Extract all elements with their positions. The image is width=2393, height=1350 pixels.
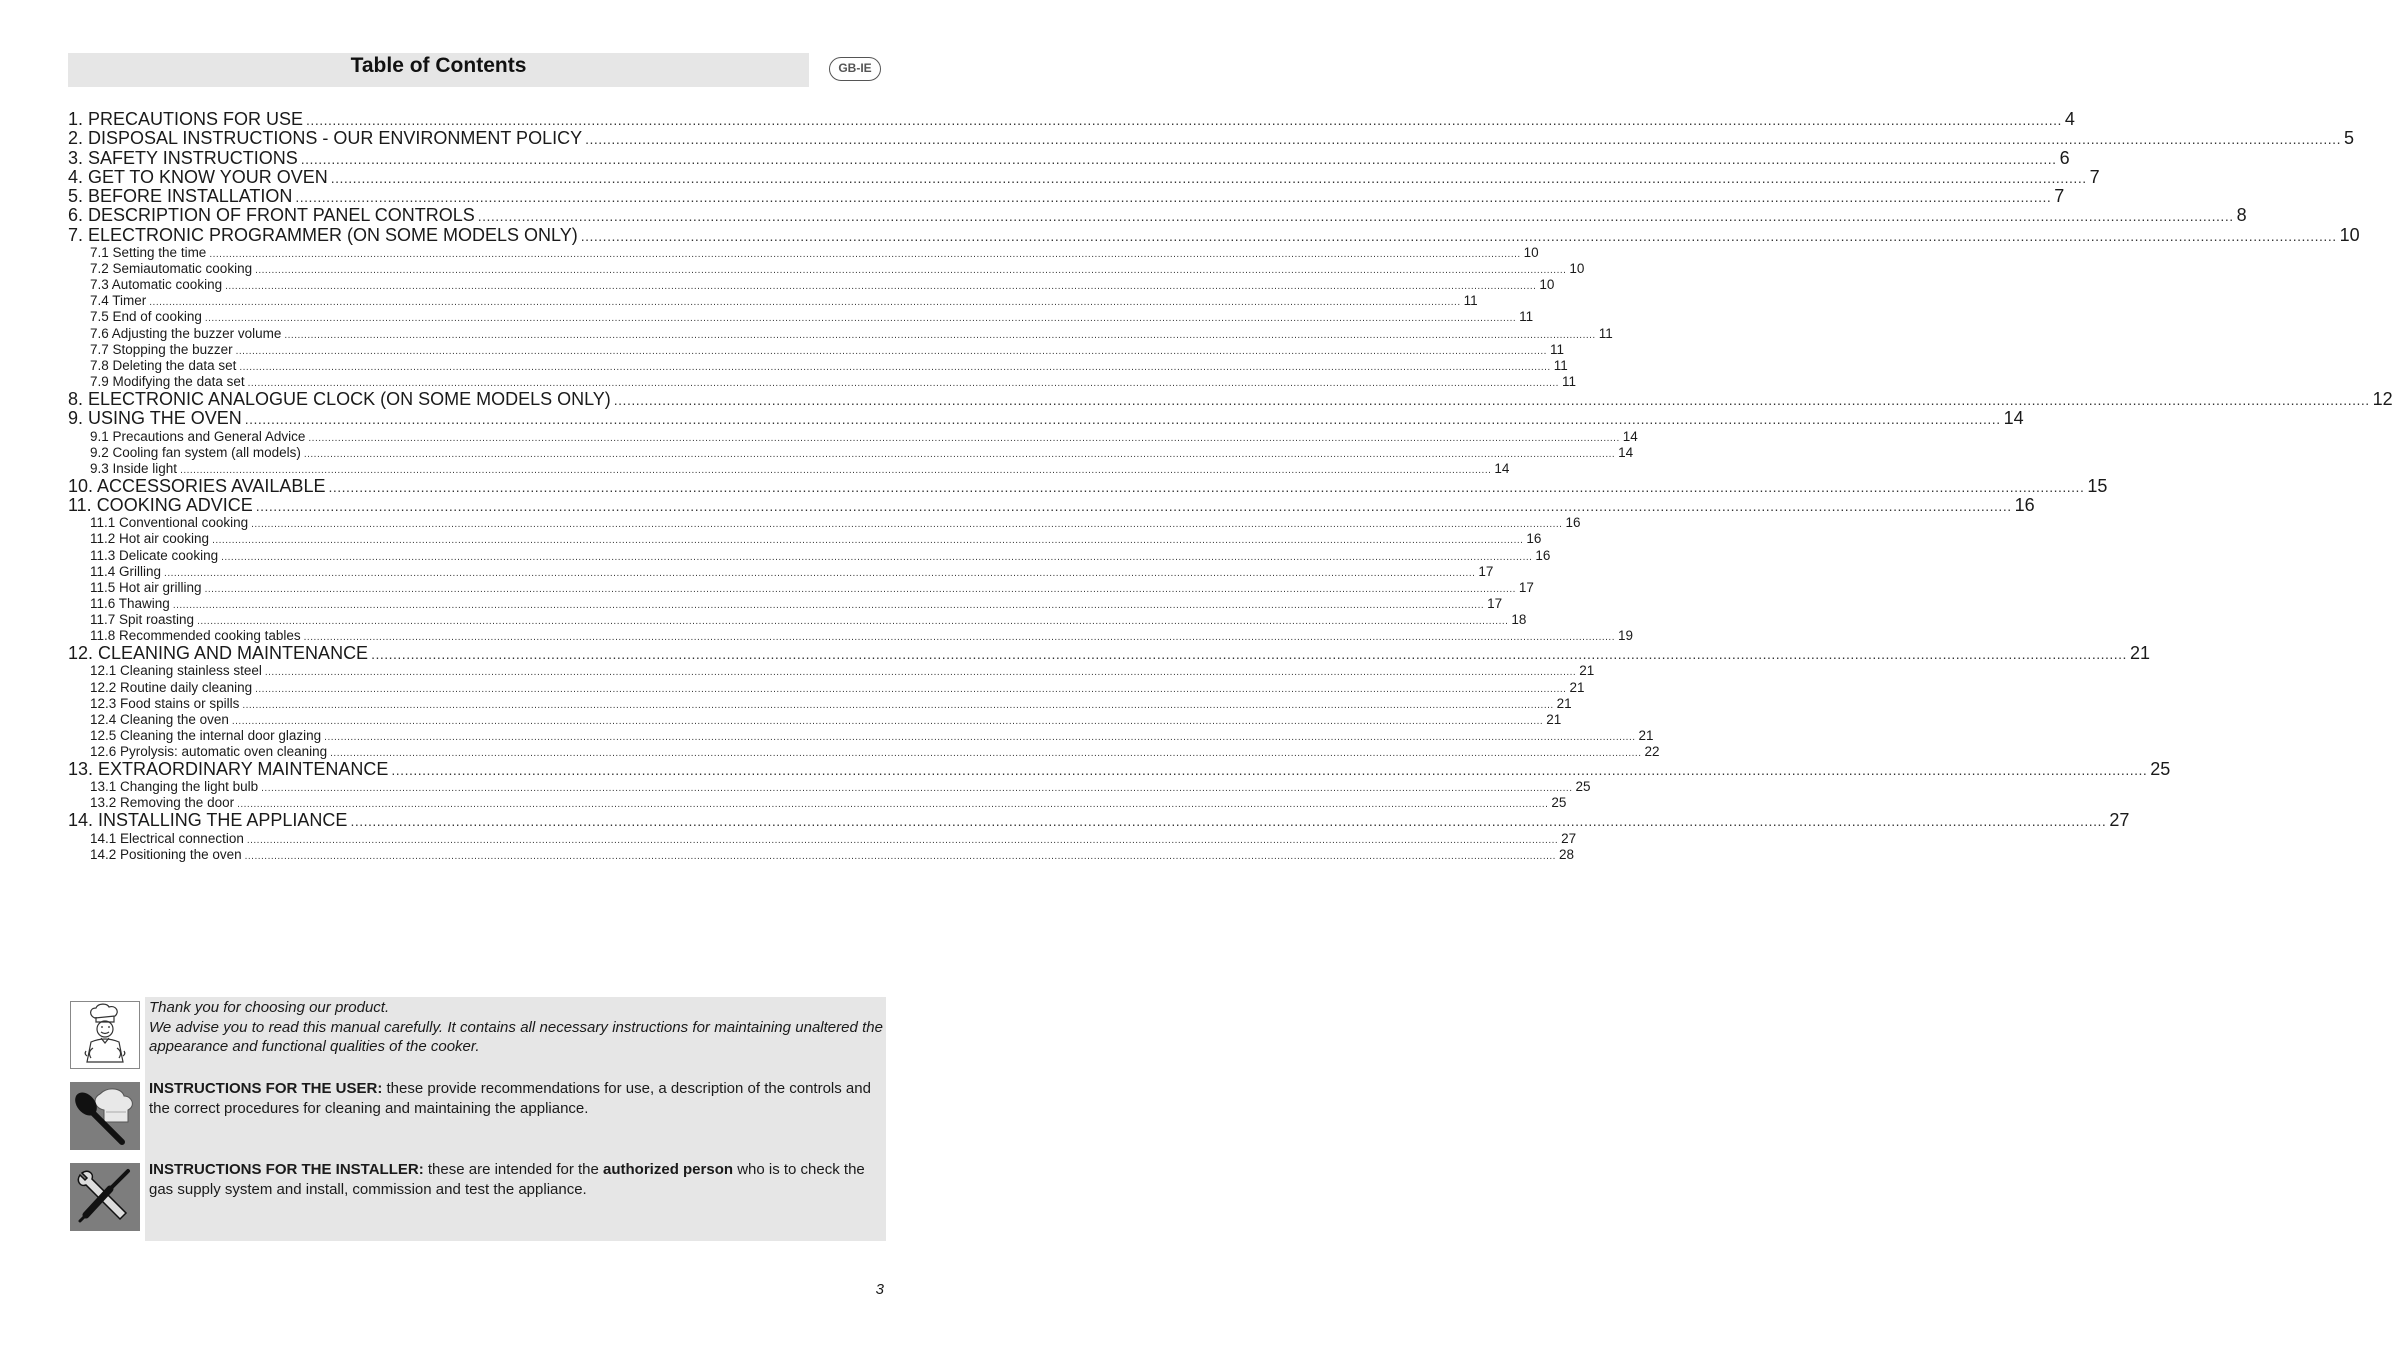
- toc-dot-leader: ................................................................................................................................................................................................................................................................................................................................................................................................................: [212, 535, 1524, 547]
- toc-entry-title: 12. CLEANING AND MAINTENANCE: [68, 643, 369, 664]
- toc-entry-title: 12.6 Pyrolysis: automatic oven cleaning: [90, 743, 328, 759]
- thanks-line: Thank you for choosing our product.: [149, 999, 390, 1016]
- toc-entry-page: 21: [1556, 695, 1572, 711]
- toc-entry-page: 11: [1463, 293, 1478, 309]
- toc-dot-leader: ................................................................................................................................................................................................................................................................................................................................................................................................................: [246, 834, 1559, 846]
- toc-entry-title: 9.2 Cooling fan system (all models): [90, 444, 301, 460]
- toc-dot-leader: ................................................................................................................................................................................................................................................................................................................................................................................................................: [239, 361, 1551, 373]
- toc-entry-title: 11.3 Delicate cooking: [90, 547, 219, 563]
- toc-entry-page: 22: [1644, 743, 1660, 759]
- toc-subsection: [68, 679, 1585, 696]
- toc-entry-page: 27: [2109, 810, 2130, 831]
- toc-entry-title: 13. EXTRAORDINARY MAINTENANCE: [68, 759, 389, 779]
- toc-entry-page: 21: [1579, 663, 1595, 679]
- toc-entry-page: 11: [1598, 325, 1613, 341]
- toc-dot-leader: ................................................................................................................................................................................................................................................................................................................................................................................................................: [477, 208, 2234, 225]
- toc-dot-leader: ................................................................................................................................................................................................................................................................................................................................................................................................................: [284, 329, 1596, 341]
- toc-subsection: [68, 611, 1527, 628]
- toc-dot-leader: ................................................................................................................................................................................................................................................................................................................................................................................................................: [580, 227, 2337, 244]
- toc-dot-leader: ................................................................................................................................................................................................................................................................................................................................................................................................................: [251, 519, 1563, 531]
- toc-subsection: [68, 695, 1572, 712]
- toc-dot-leader: ................................................................................................................................................................................................................................................................................................................................................................................................................: [149, 297, 1461, 309]
- toc-dot-leader: ................................................................................................................................................................................................................................................................................................................................................................................................................: [172, 599, 1485, 611]
- toc-entry-page: 14: [2003, 408, 2024, 429]
- toc-entry-page: 18: [1511, 611, 1527, 627]
- toc-entry-title: 6. DESCRIPTION OF FRONT PANEL CONTROLS: [68, 205, 475, 226]
- toc-entry-title: 3. SAFETY INSTRUCTIONS: [68, 147, 298, 168]
- toc-subsection: [68, 325, 1613, 342]
- toc-entry-title: 5. BEFORE INSTALLATION: [68, 186, 293, 207]
- toc-entry-title: 14. INSTALLING THE APPLIANCE: [68, 810, 348, 831]
- toc-dot-leader: ................................................................................................................................................................................................................................................................................................................................................................................................................: [300, 150, 2057, 167]
- toc-entry-title: 7.2 Semiautomatic cooking: [90, 261, 253, 277]
- table-of-contents: [68, 109, 2393, 863]
- toc-entry-page: 8: [2236, 205, 2247, 226]
- toc-entry-page: 21: [2129, 643, 2150, 664]
- toc-entry-page: 4: [2064, 109, 2075, 129]
- toc-entry-title: 7.3 Automatic cooking: [90, 277, 223, 293]
- toc-entry-page: 16: [2014, 495, 2035, 516]
- toc-subsection: [68, 743, 1660, 760]
- toc-entry-title: 11.7 Spit roasting: [90, 611, 195, 627]
- toc-entry-title: 12.4 Cleaning the oven: [90, 711, 229, 727]
- toc-dot-leader: ................................................................................................................................................................................................................................................................................................................................................................................................................: [204, 313, 1517, 325]
- user-instructions-label: INSTRUCTIONS FOR THE USER:: [149, 1080, 383, 1097]
- toc-entry-page: 7: [2089, 166, 2100, 187]
- toc-section: [68, 475, 2108, 496]
- toc-dot-leader: ................................................................................................................................................................................................................................................................................................................................................................................................................: [180, 464, 1492, 476]
- toc-entry-page: 5: [2343, 128, 2354, 149]
- toc-entry-page: 14: [1618, 444, 1634, 460]
- toc-section: [68, 759, 2171, 779]
- toc-entry-title: 7.4 Timer: [90, 293, 147, 309]
- toc-entry-title: 7. ELECTRONIC PROGRAMMER (ON SOME MODELS ONLY): [68, 224, 578, 245]
- toc-entry-page: 14: [1494, 460, 1510, 476]
- toc-subsection: [68, 779, 1591, 795]
- toc-dot-leader: ................................................................................................................................................................................................................................................................................................................................................................................................................: [295, 189, 2052, 206]
- toc-subsection: [68, 277, 1555, 293]
- toc-dot-leader: ................................................................................................................................................................................................................................................................................................................................................................................................................: [350, 813, 2107, 830]
- page-number: 3: [875, 1281, 884, 1298]
- toc-entry-page: 27: [1561, 830, 1577, 846]
- installer-instructions-label: INSTRUCTIONS FOR THE INSTALLER:: [149, 1161, 424, 1178]
- toc-entry-title: 11.2 Hot air cooking: [90, 531, 210, 547]
- user-instructions-text: these provide recommendations for use, a description of the controls and the correct procedures for cleaning and maintaining the appliance.: [149, 1080, 871, 1117]
- toc-entry-page: 25: [1575, 779, 1591, 795]
- toc-dot-leader: ................................................................................................................................................................................................................................................................................................................................................................................................................: [244, 411, 2001, 428]
- toc-subsection: [68, 293, 1478, 309]
- toc-subsection: [68, 341, 1564, 358]
- toc-dot-leader: ................................................................................................................................................................................................................................................................................................................................................................................................................: [330, 747, 1642, 759]
- toc-section: [68, 166, 2100, 187]
- toc-entry-title: 12.5 Cleaning the internal door glazing: [90, 727, 322, 743]
- toc-entry-title: 7.5 End of cooking: [90, 309, 202, 325]
- installer-text-part2: who is to check the gas supply system and install, commission and test the appliance.: [149, 1161, 865, 1198]
- toc-entry-page: 10: [1539, 277, 1555, 293]
- spoon-chef-hat-icon: [70, 1082, 140, 1150]
- toc-section: [68, 109, 2075, 129]
- toc-entry-page: 28: [1558, 846, 1574, 862]
- toc-entry-title: 8. ELECTRONIC ANALOGUE CLOCK (ON SOME MODELS ONLY): [68, 388, 611, 409]
- toc-subsection: [68, 795, 1567, 811]
- toc-entry-title: 11.6 Thawing: [90, 595, 170, 611]
- toc-dot-leader: ................................................................................................................................................................................................................................................................................................................................................................................................................: [231, 715, 1544, 727]
- toc-section: [68, 495, 2035, 516]
- authorized-person-text: authorized person: [603, 1161, 734, 1178]
- toc-dot-leader: ................................................................................................................................................................................................................................................................................................................................................................................................................: [255, 498, 2012, 515]
- intro-note: [145, 997, 886, 1077]
- toc-entry-page: 10: [1523, 245, 1539, 261]
- toc-subsection: [68, 727, 1654, 744]
- toc-subsection: [68, 579, 1534, 596]
- toc-entry-title: 4. GET TO KNOW YOUR OVEN: [68, 166, 328, 187]
- toc-section: [68, 205, 2247, 226]
- toc-dot-leader: ................................................................................................................................................................................................................................................................................................................................................................................................................: [306, 112, 2062, 128]
- chef-icon: [70, 1001, 140, 1069]
- user-instructions-note: [145, 1077, 886, 1158]
- toc-dot-leader: ................................................................................................................................................................................................................................................................................................................................................................................................................: [164, 567, 1476, 579]
- toc-dot-leader: ................................................................................................................................................................................................................................................................................................................................................................................................................: [308, 432, 1620, 444]
- wrench-screwdriver-icon: [70, 1163, 140, 1231]
- toc-entry-page: 11: [1553, 357, 1568, 373]
- toc-subsection: [68, 515, 1581, 531]
- toc-entry-title: 11.4 Grilling: [90, 563, 162, 579]
- toc-entry-page: 21: [1638, 727, 1654, 743]
- toc-subsection: [68, 444, 1634, 461]
- toc-section: [68, 810, 2130, 831]
- toc-section: [68, 408, 2024, 429]
- toc-dot-leader: ................................................................................................................................................................................................................................................................................................................................................................................................................: [585, 131, 2341, 148]
- toc-dot-leader: ................................................................................................................................................................................................................................................................................................................................................................................................................: [613, 391, 2370, 408]
- toc-entry-title: 11.1 Conventional cooking: [90, 515, 249, 531]
- toc-dot-leader: ................................................................................................................................................................................................................................................................................................................................................................................................................: [242, 699, 1554, 711]
- toc-subsection: [68, 547, 1551, 564]
- toc-entry-title: 9.1 Precautions and General Advice: [90, 428, 306, 444]
- toc-entry-title: 14.2 Positioning the oven: [90, 846, 242, 862]
- toc-subsection: [68, 830, 1577, 847]
- toc-subsection: [68, 245, 1539, 261]
- toc-dot-leader: ................................................................................................................................................................................................................................................................................................................................................................................................................: [237, 799, 1549, 811]
- toc-entry-title: 7.8 Deleting the data set: [90, 357, 237, 373]
- advice-text: We advise you to read this manual carefully. It contains all necessary instructions for maintaining unaltered the appearance and functional qualities of the cooker.: [149, 1018, 883, 1055]
- toc-entry-title: 7.7 Stopping the buzzer: [90, 341, 233, 357]
- toc-dot-leader: ................................................................................................................................................................................................................................................................................................................................................................................................................: [255, 683, 1567, 695]
- toc-entry-page: 25: [1551, 795, 1567, 811]
- toc-subsection: [68, 309, 1534, 325]
- toc-entry-page: 11: [1519, 309, 1534, 325]
- installer-text-part1: these are intended for the: [423, 1161, 604, 1178]
- toc-dot-leader: ................................................................................................................................................................................................................................................................................................................................................................................................................: [197, 615, 1509, 627]
- page-title: Table of Contents: [350, 54, 527, 77]
- toc-dot-leader: ................................................................................................................................................................................................................................................................................................................................................................................................................: [324, 731, 1636, 743]
- toc-entry-title: 7.6 Adjusting the buzzer volume: [90, 325, 282, 341]
- toc-subsection: [68, 531, 1542, 547]
- toc-entry-page: 21: [1546, 711, 1562, 727]
- toc-entry-page: 6: [2059, 147, 2070, 168]
- toc-entry-title: 12.2 Routine daily cleaning: [90, 679, 253, 695]
- toc-entry-title: 13.2 Removing the door: [90, 795, 235, 811]
- toc-subsection: [68, 628, 1633, 644]
- toc-entry-page: 17: [1487, 595, 1503, 611]
- toc-dot-leader: ................................................................................................................................................................................................................................................................................................................................................................................................................: [235, 345, 1547, 357]
- toc-subsection: [68, 563, 1494, 580]
- installer-instructions-note: [145, 1158, 886, 1241]
- toc-entry-page: 17: [1518, 579, 1534, 595]
- toc-subsection: [68, 595, 1503, 612]
- toc-dot-leader: ................................................................................................................................................................................................................................................................................................................................................................................................................: [244, 850, 1556, 862]
- toc-dot-leader: ................................................................................................................................................................................................................................................................................................................................................................................................................: [303, 632, 1615, 644]
- toc-entry-title: 12.3 Food stains or spills: [90, 695, 240, 711]
- toc-section: [68, 388, 2393, 409]
- toc-entry-page: 16: [1565, 515, 1581, 531]
- toc-entry-page: 14: [1622, 428, 1638, 444]
- toc-entry-page: 7: [2054, 186, 2065, 207]
- toc-entry-page: 16: [1526, 531, 1542, 547]
- toc-subsection: [68, 711, 1562, 728]
- toc-entry-title: 11.8 Recommended cooking tables: [90, 628, 301, 644]
- toc-subsection: [68, 373, 1576, 390]
- toc-entry-title: 7.1 Setting the time: [90, 245, 207, 261]
- toc-entry-page: 15: [2087, 475, 2108, 496]
- toc-dot-leader: ................................................................................................................................................................................................................................................................................................................................................................................................................: [303, 448, 1616, 460]
- toc-entry-page: 17: [1478, 563, 1494, 579]
- toc-subsection: [68, 357, 1568, 374]
- toc-entry-title: 14.1 Electrical connection: [90, 830, 244, 846]
- toc-dot-leader: ................................................................................................................................................................................................................................................................................................................................................................................................................: [247, 377, 1559, 389]
- language-badge: GB-IE: [829, 57, 881, 81]
- toc-dot-leader: ................................................................................................................................................................................................................................................................................................................................................................................................................: [264, 667, 1577, 679]
- toc-dot-leader: ................................................................................................................................................................................................................................................................................................................................................................................................................: [330, 169, 2087, 186]
- toc-section: [68, 224, 2360, 245]
- toc-dot-leader: ................................................................................................................................................................................................................................................................................................................................................................................................................: [261, 783, 1573, 795]
- toc-subsection: [68, 428, 1638, 445]
- toc-entry-page: 11: [1561, 373, 1576, 389]
- toc-entry-title: 7.9 Modifying the data set: [90, 373, 245, 389]
- toc-entry-page: 12: [2372, 388, 2393, 409]
- toc-dot-leader: ................................................................................................................................................................................................................................................................................................................................................................................................................: [225, 281, 1537, 293]
- toc-subsection: [68, 261, 1585, 277]
- toc-subsection: [68, 846, 1574, 863]
- toc-dot-leader: ................................................................................................................................................................................................................................................................................................................................................................................................................: [255, 265, 1567, 277]
- toc-entry-page: 10: [1569, 261, 1585, 277]
- toc-section: [68, 643, 2150, 664]
- toc-subsection: [68, 663, 1595, 679]
- toc-entry-title: 11.5 Hot air grilling: [90, 579, 202, 595]
- toc-dot-leader: ................................................................................................................................................................................................................................................................................................................................................................................................................: [328, 478, 2085, 495]
- toc-entry-title: 11. COOKING ADVICE: [68, 495, 253, 516]
- toc-entry-page: 25: [2150, 759, 2171, 779]
- toc-entry-title: 2. DISPOSAL INSTRUCTIONS - OUR ENVIRONMENT POLICY: [68, 128, 583, 149]
- toc-entry-title: 9. USING THE OVEN: [68, 408, 242, 429]
- toc-entry-title: 1. PRECAUTIONS FOR USE: [68, 109, 304, 129]
- toc-entry-title: 10. ACCESSORIES AVAILABLE: [68, 475, 326, 496]
- toc-entry-page: 16: [1535, 547, 1551, 563]
- toc-entry-page: 19: [1617, 628, 1633, 644]
- toc-dot-leader: ................................................................................................................................................................................................................................................................................................................................................................................................................: [209, 249, 1521, 261]
- toc-dot-leader: ................................................................................................................................................................................................................................................................................................................................................................................................................: [204, 583, 1516, 595]
- toc-entry-page: 11: [1549, 341, 1564, 357]
- toc-subsection: [68, 460, 1510, 477]
- toc-section: [68, 186, 2065, 207]
- toc-entry-page: 10: [2339, 224, 2360, 245]
- toc-section: [68, 128, 2354, 149]
- toc-entry-page: 21: [1569, 679, 1585, 695]
- toc-entry-title: 12.1 Cleaning stainless steel: [90, 663, 262, 679]
- toc-dot-leader: ................................................................................................................................................................................................................................................................................................................................................................................................................: [371, 646, 2127, 663]
- toc-entry-title: 13.1 Changing the light bulb: [90, 779, 259, 795]
- toc-section: [68, 147, 2070, 168]
- toc-dot-leader: ................................................................................................................................................................................................................................................................................................................................................................................................................: [391, 762, 2148, 778]
- toc-entry-title: 9.3 Inside light: [90, 460, 178, 476]
- toc-dot-leader: ................................................................................................................................................................................................................................................................................................................................................................................................................: [221, 551, 1533, 563]
